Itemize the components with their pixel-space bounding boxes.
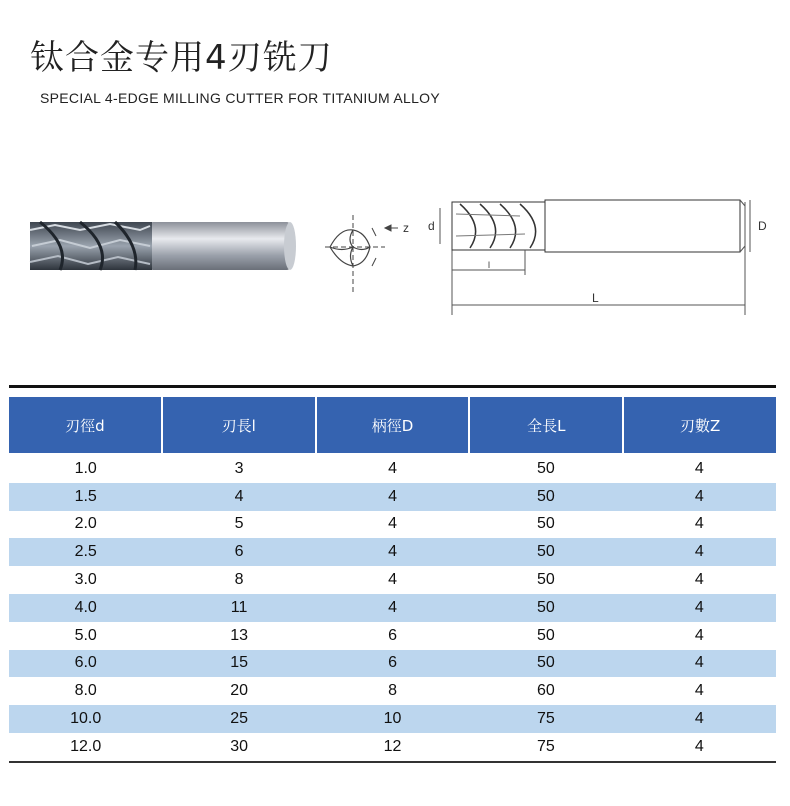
table-cell: 5.0	[74, 626, 97, 644]
table-cell: 4	[694, 682, 704, 700]
table-bottom-rule	[9, 761, 776, 763]
table-cell: 8.0	[74, 682, 97, 700]
table-row	[9, 677, 776, 705]
table-row	[9, 622, 776, 650]
table-cell: 1.0	[74, 459, 97, 477]
table-cell: 10.0	[70, 710, 102, 728]
table-cell: 50	[537, 626, 555, 644]
table-cell: 4	[388, 515, 397, 533]
table-cell: 50	[537, 571, 555, 589]
table-cell: 6	[234, 543, 244, 561]
table-header	[9, 397, 776, 453]
table-cell: 60	[537, 682, 555, 700]
table-row	[9, 705, 776, 733]
table-row	[9, 455, 776, 483]
table-cell: 75	[537, 710, 555, 728]
header-cell: 柄徑D	[317, 397, 469, 453]
table-cell: 4	[694, 654, 704, 672]
table-body	[9, 455, 776, 761]
table-cell: 4	[388, 543, 397, 561]
table-cell: 15	[230, 654, 248, 672]
table-cell: 50	[537, 654, 555, 672]
table-cell: 4	[694, 737, 704, 755]
table-cell: 4	[388, 487, 397, 505]
table-cell: 5	[234, 515, 244, 533]
table-cell: 4	[694, 487, 704, 505]
table-cell: 12.0	[70, 737, 102, 755]
table-row	[9, 594, 776, 622]
table-cell: 2.5	[74, 543, 97, 561]
table-cell: 1.5	[74, 487, 97, 505]
table-row	[9, 650, 776, 678]
header-cell: 刃徑d	[9, 397, 161, 453]
table-cell: 3.0	[74, 571, 97, 589]
table-cell: 3	[234, 459, 244, 477]
table-cell: 4	[388, 598, 397, 616]
table-row	[9, 733, 776, 761]
table-cell: 25	[230, 710, 248, 728]
table-cell: 8	[234, 571, 244, 589]
label-D: D	[758, 219, 767, 233]
page-subtitle: SPECIAL 4-EDGE MILLING CUTTER FOR TITANIUM ALLOY	[40, 90, 440, 106]
table-cell: 4	[694, 515, 704, 533]
table-cell: 75	[537, 737, 555, 755]
page-title: 钛合金专用4刃铣刀	[30, 38, 333, 78]
table-cell: 4	[694, 543, 704, 561]
table-cell: 4	[234, 487, 244, 505]
table-cell: 11	[230, 598, 248, 616]
table-cell: 2.0	[74, 515, 97, 533]
table-cell: 50	[537, 459, 555, 477]
table-cell: 10	[383, 710, 402, 728]
header-cell: 全長L	[470, 397, 622, 453]
table-cell: 4	[388, 571, 397, 589]
table-cell: 6	[388, 626, 397, 644]
cutter-photo	[30, 222, 296, 270]
table-cell: 6.0	[74, 654, 97, 672]
table-cell: 20	[230, 682, 248, 700]
label-z: z	[403, 221, 409, 235]
table-row	[9, 538, 776, 566]
table-cell: 50	[537, 487, 555, 505]
table-cell: 4	[694, 459, 704, 477]
table-cell: 4	[388, 459, 397, 477]
table-cell: 6	[388, 654, 397, 672]
table-cell: 30	[230, 737, 248, 755]
table-cell: 13	[230, 626, 248, 644]
table-cell: 4	[694, 710, 704, 728]
header-cell: 刃長l	[163, 397, 315, 453]
table-cell: 50	[537, 515, 555, 533]
product-diagram	[0, 180, 790, 320]
label-d: d	[428, 219, 435, 233]
table-row	[9, 511, 776, 539]
spec-table	[9, 385, 776, 763]
table-cell: 4.0	[74, 598, 97, 616]
table-cell: 50	[537, 598, 555, 616]
table-top-rule	[9, 385, 776, 388]
table-row	[9, 483, 776, 511]
table-cell: 8	[388, 682, 397, 700]
label-L: L	[592, 291, 599, 305]
table-cell: 12	[383, 737, 402, 755]
table-cell: 4	[694, 571, 704, 589]
end-view-diagram	[325, 215, 398, 292]
table-cell: 4	[694, 598, 704, 616]
table-cell: 4	[694, 626, 704, 644]
table-row	[9, 566, 776, 594]
label-l: l	[488, 260, 490, 270]
table-cell: 50	[537, 543, 555, 561]
header-cell: 刃數Z	[624, 397, 776, 453]
